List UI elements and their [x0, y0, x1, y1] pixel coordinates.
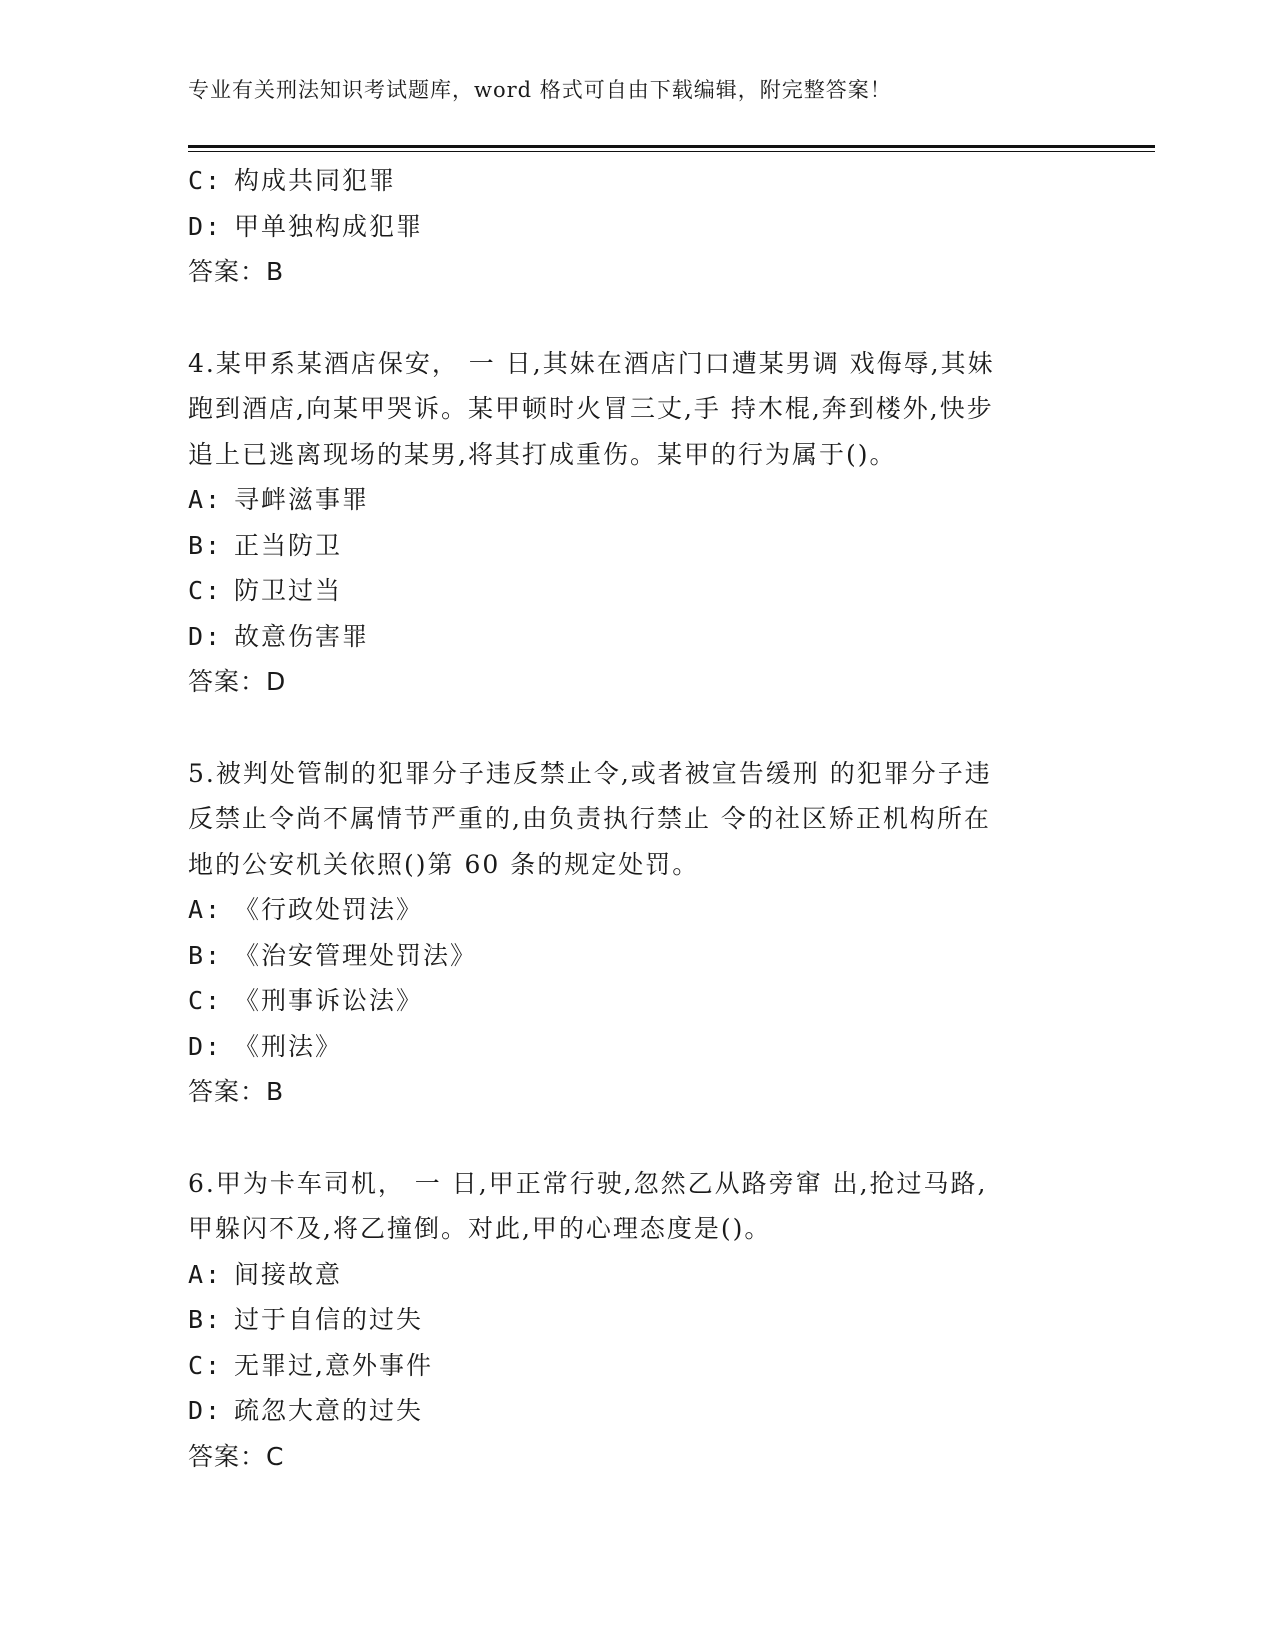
spacer: [188, 295, 1088, 341]
option-text: 过于自信的过失: [234, 1305, 424, 1334]
option-letter: D:: [188, 1031, 223, 1061]
option-row: [188, 477, 1088, 523]
option-row: [188, 1343, 1088, 1389]
option-text: 甲单独构成犯罪: [234, 211, 424, 241]
option-letter: A:: [188, 895, 223, 924]
header-rule-thin: [188, 151, 1155, 152]
spacer: [188, 705, 1088, 751]
option-text: 间接故意: [234, 1259, 343, 1289]
option-row: [188, 1388, 1088, 1434]
option-text: 疏忽大意的过失: [234, 1396, 424, 1425]
option-row: [188, 523, 1088, 569]
option-text: 《治安管理处罚法》: [234, 940, 478, 970]
question-stem-line: 追上已逃离现场的某男,将其打成重伤。某甲的行为属于()。: [188, 439, 897, 469]
option-letter: B:: [188, 530, 223, 560]
option-letter: B:: [188, 1305, 223, 1334]
answer-line: 答案：D: [188, 667, 287, 696]
option-text: 故意伤害罪: [234, 621, 370, 651]
option-text: 《刑事诉讼法》: [234, 986, 424, 1015]
question-list: [188, 158, 1088, 1479]
question-5: [188, 751, 1088, 1115]
option-row: [188, 1252, 1088, 1298]
question-stem-line: 5.被判处管制的犯罪分子违反禁止令,或者被宣告缓刑 的犯罪分子违: [188, 758, 992, 788]
option-row: [188, 1297, 1088, 1343]
option-letter: C:: [188, 166, 223, 195]
option-row: [188, 614, 1088, 660]
question-stem-line: 跑到酒店,向某甲哭诉。某甲顿时火冒三丈,手 持木棍,奔到楼外,快步: [188, 394, 994, 423]
option-letter: A:: [188, 485, 223, 514]
option-letter: D:: [188, 1396, 223, 1425]
question-stem-line: 甲躲闪不及,将乙撞倒。对此,甲的心理态度是()。: [188, 1214, 772, 1243]
option-text: 防卫过当: [234, 576, 343, 605]
option-letter: C:: [188, 1350, 223, 1380]
option-text: 构成共同犯罪: [234, 166, 397, 195]
spacer: [188, 1115, 1088, 1161]
option-letter: B:: [188, 940, 223, 970]
option-letter: A:: [188, 1259, 223, 1289]
option-text: 无罪过,意外事件: [234, 1350, 433, 1380]
option-text: 《行政处罚法》: [234, 895, 424, 924]
option-text: 《刑法》: [234, 1031, 343, 1061]
question-stem-line: 6.甲为卡车司机， 一 日,甲正常行驶,忽然乙从路旁窜 出,抢过马路,: [188, 1168, 988, 1198]
question-stem-line: 4.某甲系某酒店保安， 一 日,其妹在酒店门口遭某男调 戏侮辱,其妹: [188, 348, 995, 378]
answer-line: 答案：B: [188, 1077, 285, 1106]
header-rule-thick: [188, 145, 1155, 148]
option-letter: D:: [188, 211, 223, 241]
option-row: [188, 204, 1088, 250]
option-row: [188, 978, 1088, 1024]
option-row: [188, 933, 1088, 979]
option-row: [188, 887, 1088, 933]
option-row: [188, 158, 1088, 204]
page-header: 专业有关刑法知识考试题库，word 格式可自由下载编辑，附完整答案！: [188, 78, 892, 102]
question-3-continued: [188, 158, 1088, 295]
question-4: [188, 341, 1088, 705]
question-6: [188, 1161, 1088, 1480]
option-text: 正当防卫: [234, 530, 343, 560]
option-letter: C:: [188, 986, 223, 1015]
question-stem-line: 地的公安机关依照()第 60 条的规定处罚。: [188, 849, 700, 879]
answer-line: 答案：C: [188, 1441, 285, 1471]
question-stem-line: 反禁止令尚不属情节严重的,由负责执行禁止 令的社区矫正机构所在: [188, 804, 991, 833]
option-text: 寻衅滋事罪: [234, 485, 370, 514]
option-letter: C:: [188, 576, 223, 605]
option-row: [188, 1024, 1088, 1070]
answer-line: 答案：B: [188, 257, 285, 286]
option-letter: D:: [188, 621, 223, 651]
option-row: [188, 568, 1088, 614]
